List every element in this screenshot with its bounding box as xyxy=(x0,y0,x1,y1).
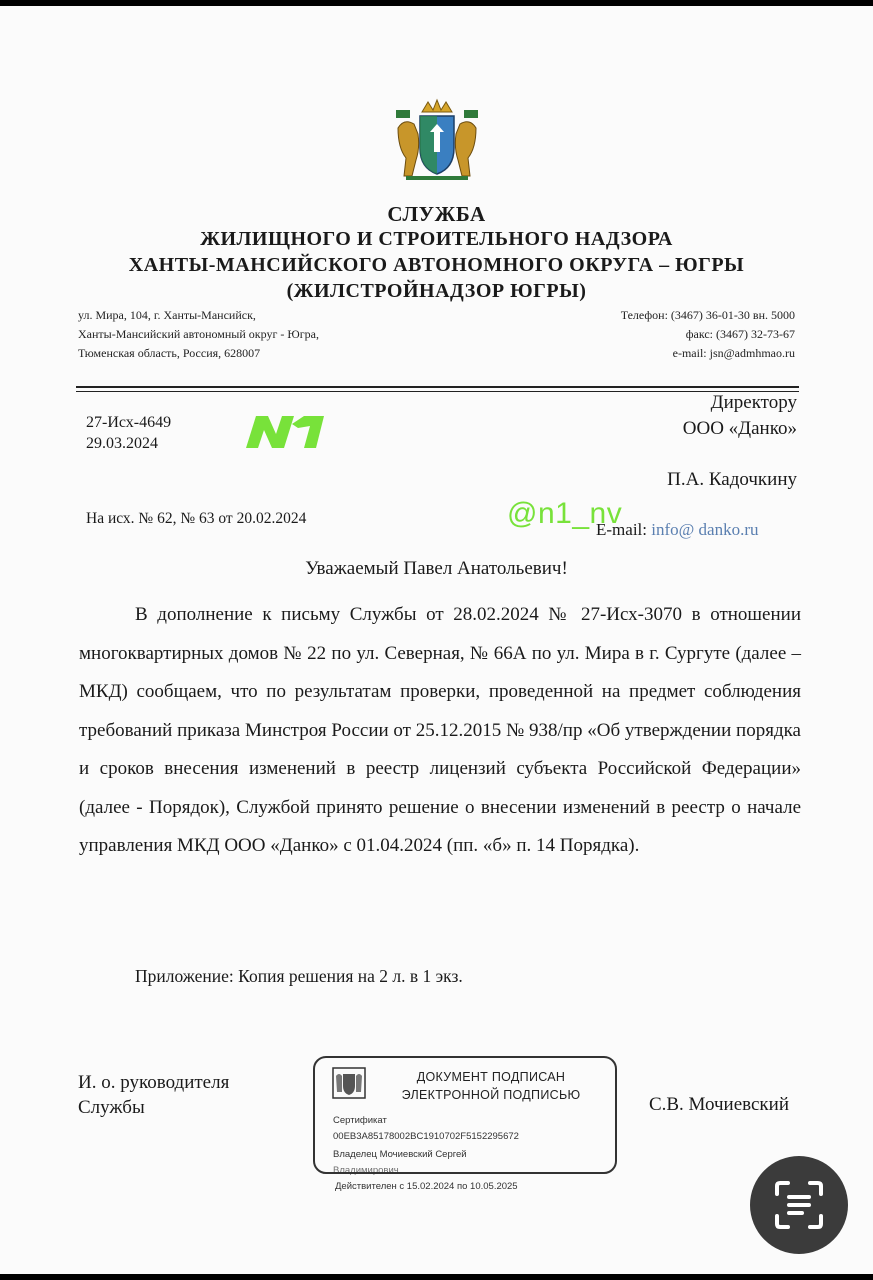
fax-text: факс: (3467) 32-73-67 xyxy=(685,327,795,341)
cert-owner: Владелец Мочиевский Сергей xyxy=(333,1149,467,1160)
n1-logo-icon xyxy=(238,414,330,450)
coat-of-arms-icon xyxy=(392,98,482,182)
stamp-title xyxy=(371,1068,611,1104)
org-contacts xyxy=(621,306,795,363)
header-divider xyxy=(76,386,799,388)
address-line: ул. Мира, 104, г. Ханты-Мансийск, xyxy=(78,308,256,322)
outgoing-date: 29.03.2024 xyxy=(86,435,158,452)
cert-label: Сертификат xyxy=(333,1115,387,1126)
attachment-note: Приложение: Копия решения на 2 л. в 1 экз. xyxy=(135,966,463,986)
org-name-line1: СЛУЖБА xyxy=(387,202,486,226)
address-line: Ханты-Мансийский автономный округ - Югра, xyxy=(78,327,319,341)
org-email-text: e-mail: jsn@admhmao.ru xyxy=(672,346,795,360)
letter-body-text: В дополнение к письму Службы от 28.02.2024 № 27-Исх-3070 в отношении многоквартирных домов № 22 по ул. Северная, № 66А по ул. Мира в г. Сургуте (далее – МКД) сообщаем, что по результатам проверки, проведенной на предмет соблюдения требований приказа Минстроя России от 25.12.2015 № 938/пр «Об утверждении порядка и сроков внесения изменений в реестр лицензий субъекта Российской Федерации» (далее - Порядок), Службой принято решение о внесении изменений в реестр о начале управления МКД ООО «Данко» с 01.04.2024 (пп. «б» п. 14 Порядка). xyxy=(79,604,801,856)
outgoing-number: 27-Исх-4649 xyxy=(86,414,172,431)
document-scan-button[interactable] xyxy=(750,1156,848,1254)
in-reply-to: На исх. № 62, № 63 от 20.02.2024 xyxy=(86,510,307,527)
email-link[interactable]: info@ danko.ru xyxy=(651,520,759,539)
e-signature-stamp xyxy=(313,1056,617,1174)
recipient-block xyxy=(683,390,797,442)
cert-number: 00EB3A85178002BC1910702F5152295672 xyxy=(333,1131,519,1142)
outgoing-reference xyxy=(86,412,171,454)
stamp-title-line: ЭЛЕКТРОННОЙ ПОДПИСЬЮ xyxy=(401,1088,581,1102)
recipient-company: ООО «Данко» xyxy=(682,418,797,439)
recipient-name: П.А. Кадочкину xyxy=(667,469,797,490)
letter-body xyxy=(79,596,801,866)
email-label: E-mail: xyxy=(596,520,647,539)
stamp-title-line: ДОКУМЕНТ ПОДПИСАН xyxy=(416,1070,566,1084)
letter-greeting: Уважаемый Павел Анатольевич! xyxy=(305,558,568,579)
document-scan-icon xyxy=(750,1156,848,1254)
signatory-title-line: Службы xyxy=(78,1097,145,1118)
org-address xyxy=(78,306,319,363)
stamp-emblem-icon xyxy=(331,1064,367,1100)
address-line: Тюменская область, Россия, 628007 xyxy=(78,346,261,360)
org-name-line4: (ЖИЛСТРОЙНАДЗОР ЮГРЫ) xyxy=(286,280,587,302)
org-name-line2: ЖИЛИЩНОГО И СТРОИТЕЛЬНОГО НАДЗОРА xyxy=(200,228,673,250)
cert-owner-line2: Владимирович xyxy=(333,1165,399,1176)
watermark-tag: @n1_nv xyxy=(507,497,623,530)
signatory-title xyxy=(78,1070,229,1120)
phone-text: Телефон: (3467) 36-01-30 вн. 5000 xyxy=(620,308,795,322)
document-page xyxy=(0,6,873,1274)
cert-validity: Действителен с 15.02.2024 по 10.05.2025 xyxy=(335,1181,518,1192)
org-name-line3: ХАНТЫ-МАНСИЙСКОГО АВТОНОМНОГО ОКРУГА – ЮГРЫ xyxy=(128,254,745,276)
signatory-title-line: И. о. руководителя xyxy=(78,1072,230,1093)
signatory-name: С.В. Мочиевский xyxy=(648,1094,789,1115)
recipient-position: Директору xyxy=(710,392,797,413)
